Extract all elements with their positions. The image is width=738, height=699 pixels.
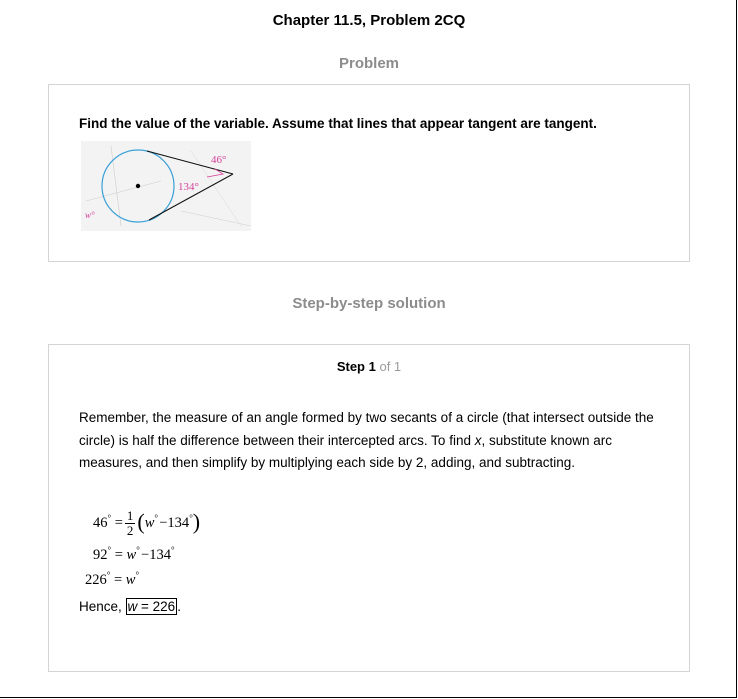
eq3-variable: w (125, 572, 136, 588)
angle-label: 46° (211, 154, 227, 166)
explanation-part: , substitute known arc measures, and then simplify by multiplying each side by 2, adding, and subtracting. (79, 432, 613, 470)
page-title: Chapter 11.5, Problem 2CQ (272, 12, 466, 29)
solution-heading: Step-by-step solution (292, 295, 446, 312)
fraction-numerator: 1 (126, 508, 134, 524)
step-count: of 1 (379, 359, 402, 374)
problem-heading: Problem (338, 55, 399, 72)
eq2-lhs: 92 (93, 547, 108, 563)
eq1-variable: w (144, 515, 155, 531)
fraction-one-half (125, 509, 136, 538)
degree-sign: ° (107, 513, 112, 523)
degree-sign: ° (106, 570, 111, 580)
step-label: Step 1 (336, 359, 376, 374)
problem-figure (81, 141, 251, 236)
step-title (49, 359, 689, 374)
answer-box (126, 598, 178, 615)
fraction-denominator: 2 (126, 523, 134, 539)
variable-label: w° (85, 210, 95, 220)
equals-sign: = (114, 547, 123, 563)
equals-sign: = (114, 515, 123, 531)
degree-sign: ° (170, 545, 175, 555)
eq2-variable: w (126, 547, 137, 563)
problem-text: Find the value of the variable. Assume that lines that appear tangent are tangent. (79, 116, 597, 131)
explanation-variable: x (474, 432, 482, 448)
degree-sign: ° (189, 513, 193, 523)
degree-sign: ° (154, 513, 159, 523)
circle-tangent-diagram (81, 141, 251, 231)
degree-sign: ° (136, 545, 140, 555)
eq1-lhs: 46 (93, 515, 108, 531)
answer-variable: w (127, 599, 138, 614)
eq3-lhs: 226 (85, 572, 107, 588)
problem-box (48, 84, 690, 262)
final-answer (79, 599, 181, 614)
equation-1: 46° = $\frac{1}{2}$ (w° −134°) (93, 508, 201, 539)
explanation-part: Remember, the measure of an angle formed by two secants of a circle (that intersect outside the circle) is half the difference between their intercepted arcs. To find (79, 410, 654, 448)
explanation-text (79, 407, 664, 475)
answer-prefix: Hence, (79, 599, 126, 614)
eq2-subtrahend: −134 (141, 547, 171, 563)
degree-sign: ° (135, 570, 140, 580)
eq1-subtrahend: −134 (159, 515, 190, 531)
answer-suffix: . (177, 599, 181, 614)
answer-value: = 226 (137, 599, 176, 614)
degree-sign: ° (107, 545, 112, 555)
solution-box (48, 344, 690, 672)
equation-3 (85, 572, 139, 589)
arc-label: 134° (178, 181, 199, 193)
equals-sign: = (113, 572, 123, 588)
equation-2 (93, 547, 175, 564)
circle-center-dot (136, 184, 140, 188)
